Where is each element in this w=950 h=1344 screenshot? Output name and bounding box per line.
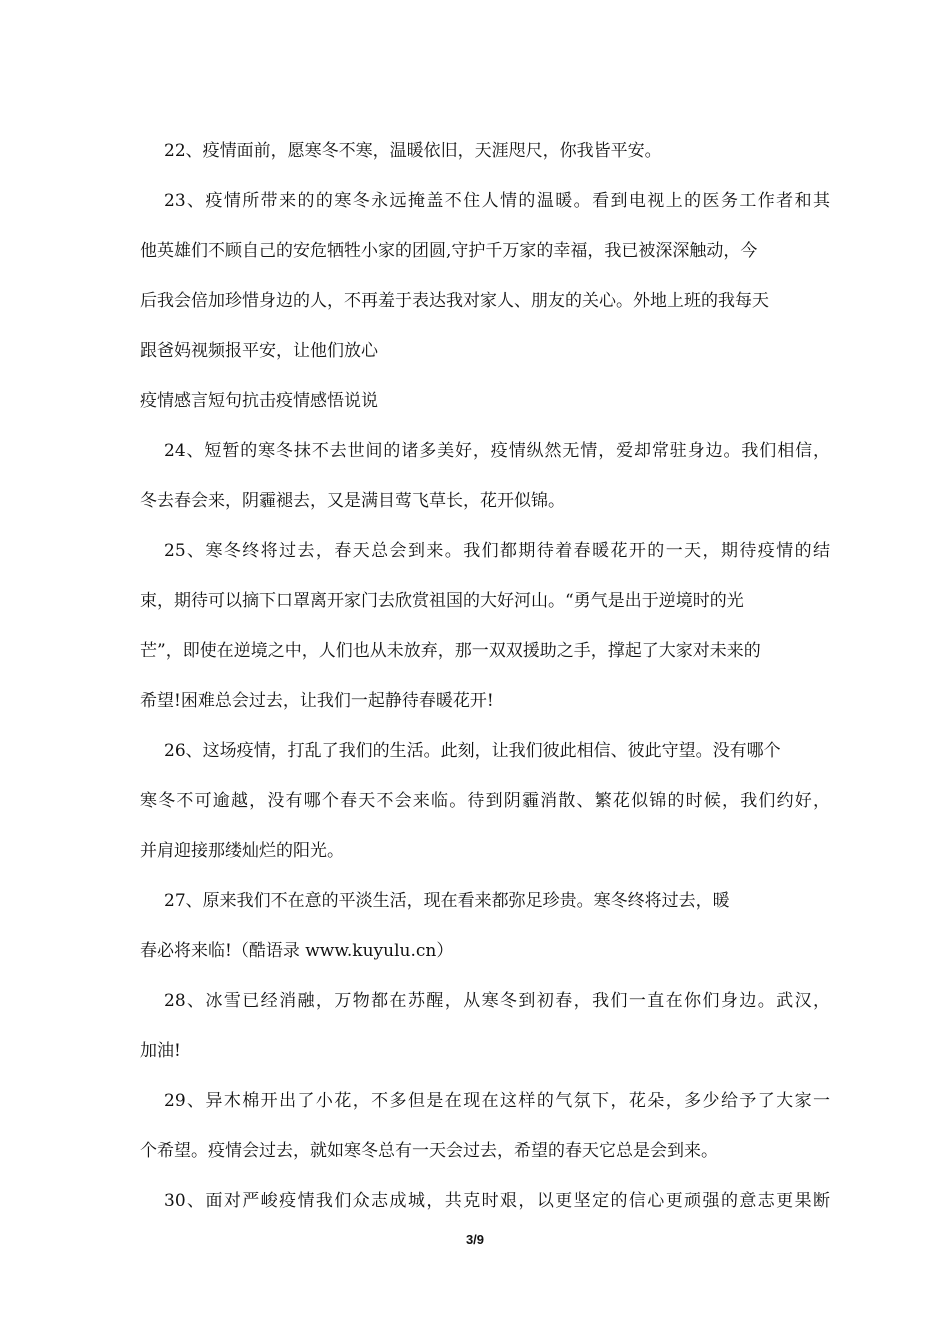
text-line: 29、异木棉开出了小花，不多但是在现在这样的气氛下，花朵，多少给予了大家一 [164, 1091, 830, 1111]
text-line: 希望!困难总会过去，让我们一起静待春暖花开! [140, 691, 494, 711]
text-line: 寒冬不可逾越，没有哪个春天不会来临。待到阴霾消散、繁花似锦的时候，我们约好， [140, 791, 830, 811]
text-line: 28、冰雪已经消融，万物都在苏醒，从寒冬到初春，我们一直在你们身边。武汉， [164, 991, 830, 1011]
text-line: 束，期待可以摘下口罩离开家门去欣赏祖国的大好河山。“勇气是出于逆境时的光 [140, 591, 744, 611]
text-line: 他英雄们不顾自己的安危牺牲小家的团圆,守护千万家的幸福，我已被深深触动，今 [140, 241, 758, 261]
text-line: 跟爸妈视频报平安，让他们放心 [140, 341, 378, 361]
document-body [140, 126, 830, 1226]
text-line: 个希望。疫情会过去，就如寒冬总有一天会过去，希望的春天它总是会到来。 [140, 1141, 718, 1161]
text-line: 27、原来我们不在意的平淡生活，现在看来都弥足珍贵。寒冬终将过去，暖 [164, 891, 730, 911]
text-line: 24、短暂的寒冬抹不去世间的诸多美好，疫情纵然无情，爱却常驻身边。我们相信， [164, 441, 830, 461]
text-line: 芒”，即使在逆境之中，人们也从未放弃，那一双双援助之手，撑起了大家对未来的 [140, 641, 761, 661]
text-line: 22、疫情面前，愿寒冬不寒，温暖依旧，天涯咫尺，你我皆平安。 [164, 141, 662, 161]
page-number: 3/9 [465, 1232, 485, 1247]
text-line: 26、这场疫情，打乱了我们的生活。此刻，让我们彼此相信、彼此守望。没有哪个 [164, 741, 781, 761]
text-line: 23、疫情所带来的的寒冬永远掩盖不住人情的温暖。看到电视上的医务工作者和其 [164, 191, 830, 211]
text-line: 冬去春会来，阴霾褪去，又是满目莺飞草长，花开似锦。 [140, 491, 565, 511]
text-line: 疫情感言短句抗击疫情感悟说说 [140, 391, 378, 411]
text-line: 30、面对严峻疫情我们众志成城，共克时艰，以更坚定的信心更顽强的意志更果断 [164, 1191, 830, 1211]
text-line: 25、寒冬终将过去，春天总会到来。我们都期待着春暖花开的一天，期待疫情的结 [164, 541, 830, 561]
text-line: 加油! [140, 1041, 181, 1061]
text-line: 春必将来临!（酷语录 www.kuyulu.cn） [140, 941, 454, 961]
text-line: 并肩迎接那缕灿烂的阳光。 [140, 841, 344, 861]
text-line: 后我会倍加珍惜身边的人，不再羞于表达我对家人、朋友的关心。外地上班的我每天 [140, 291, 769, 311]
